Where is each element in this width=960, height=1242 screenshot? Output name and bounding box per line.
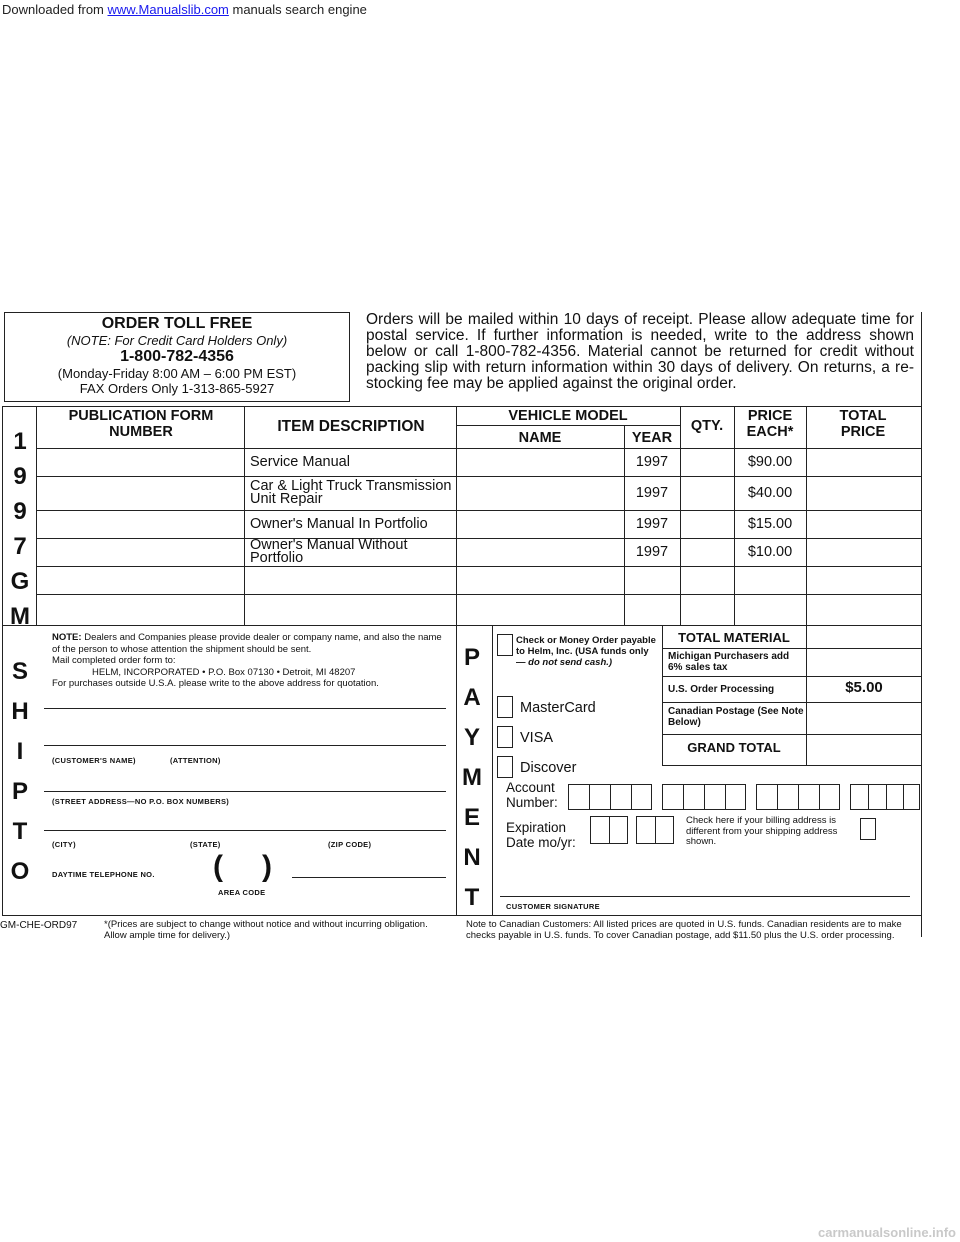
year-letter: G: [10, 568, 30, 595]
signature-line[interactable]: [500, 896, 910, 897]
table-top-line: [2, 406, 922, 407]
city-state-zip-line[interactable]: [44, 830, 446, 831]
year-cell: 1997: [635, 543, 669, 560]
item-cell: Car & Light Truck Transmission Unit Repair: [250, 478, 452, 507]
form-code: GM-CHE-ORD97: [0, 920, 78, 931]
pub-form-cell[interactable]: [38, 448, 244, 476]
grand-total-label: GRAND TOTAL: [687, 740, 781, 755]
area-code-close-paren: ): [262, 850, 272, 883]
vehicle-name-header: NAME: [518, 430, 562, 446]
watermark-top: [2, 2, 367, 17]
item-cell: Service Manual: [250, 453, 350, 470]
ship-to-letter: S: [11, 658, 28, 685]
michigan-tax-label: Michigan Purchasers add 6% sales tax: [668, 651, 790, 673]
qty-cell[interactable]: [680, 594, 734, 625]
total-cell[interactable]: [806, 594, 922, 625]
total-price-header: TOTAL PRICE: [839, 408, 887, 440]
expiration-year-box[interactable]: [636, 816, 674, 844]
payment-letter: E: [463, 804, 480, 831]
ship-to-letter: T: [12, 818, 28, 845]
ship-to-letter: H: [11, 698, 29, 725]
year-letter: 1: [13, 428, 27, 455]
customer-signature-label: CUSTOMER SIGNATURE: [506, 902, 600, 911]
qty-cell[interactable]: [680, 566, 734, 594]
area-code-open-paren: (: [213, 850, 223, 883]
price-cell: [734, 566, 806, 594]
credit-card-note: (NOTE: For Credit Card Holders Only): [66, 333, 288, 348]
year-letter: 9: [13, 463, 27, 490]
year-letter: 7: [13, 533, 27, 560]
item-cell: [250, 594, 456, 625]
price-cell: $90.00: [747, 453, 793, 470]
area-code-label: AREA CODE: [218, 888, 266, 897]
price-cell: [734, 594, 806, 625]
outside-usa-text: For purchases outside U.S.A. please write to the above address for quotation.: [52, 678, 379, 689]
year-cell: [624, 594, 680, 625]
ship-top-line: [2, 625, 922, 626]
attention-line[interactable]: [44, 745, 446, 746]
vehicle-name-cell[interactable]: [458, 566, 624, 594]
year-cell: [624, 566, 680, 594]
no-cash-text: do not send cash.): [528, 657, 613, 668]
vehicle-subheader-line: [456, 425, 680, 426]
mail-to-text: Mail completed order form to:: [52, 655, 176, 666]
helm-address: HELM, INCORPORATED • P.O. Box 07130 • Detroit, MI 48207: [92, 666, 356, 678]
ship-note-text: Dealers and Companies please provide dealer or company name, and also the name of the person to whose attention the shipment should be sent.: [52, 632, 442, 655]
payment-left-line: [492, 625, 493, 915]
payment-letter: P: [463, 644, 480, 671]
billing-address-text: Check here if your billing address is different from your shipping address shown.: [686, 815, 838, 847]
street-address-line[interactable]: [44, 791, 446, 792]
mastercard-label: MasterCard: [520, 700, 596, 716]
account-group-1[interactable]: [568, 784, 652, 810]
year-cell: 1997: [635, 515, 669, 532]
city-label: (CITY): [52, 840, 76, 849]
account-group-3[interactable]: [756, 784, 840, 810]
ship-note-block: [52, 632, 450, 690]
us-processing-value: $5.00: [845, 679, 883, 696]
vehicle-name-cell[interactable]: [458, 594, 624, 625]
ship-to-letter: I: [16, 738, 24, 765]
customer-name-line[interactable]: [44, 708, 446, 709]
payment-letter: N: [463, 844, 481, 871]
toll-free-phone: 1-800-782-4356: [120, 348, 234, 365]
ship-payment-divider: [456, 625, 457, 915]
account-group-2[interactable]: [662, 784, 746, 810]
visa-checkbox[interactable]: [497, 726, 513, 748]
vehicle-model-header: VEHICLE MODEL: [508, 408, 628, 424]
total-cell[interactable]: [806, 448, 922, 476]
order-toll-free-title: ORDER TOLL FREE: [101, 315, 253, 332]
attention-label: (ATTENTION): [170, 756, 221, 765]
item-description-header: ITEM DESCRIPTION: [277, 418, 425, 435]
totals-row-line: [662, 676, 922, 677]
watermark-suffix: manuals search engine: [228, 2, 367, 17]
total-cell[interactable]: [806, 566, 922, 594]
billing-address-checkbox[interactable]: [860, 818, 876, 840]
price-cell: $10.00: [747, 543, 793, 560]
watermark-prefix: Downloaded from: [2, 2, 108, 17]
item-cell: Owner's Manual Without Portfolio: [250, 537, 408, 566]
zip-label: (ZIP CODE): [328, 840, 372, 849]
discover-label: Discover: [520, 760, 577, 776]
canadian-postage-label: Canadian Postage (See Note Below): [668, 706, 804, 728]
expiration-label: Expiration Date mo/yr:: [506, 820, 576, 850]
totals-row-line: [662, 734, 922, 735]
payment-letter: M: [462, 764, 482, 791]
vehicle-name-cell[interactable]: [458, 510, 624, 538]
vehicle-name-cell[interactable]: [458, 448, 624, 476]
qty-cell[interactable]: [680, 510, 734, 538]
pub-form-header: PUBLICATION FORM NUMBER: [68, 408, 214, 440]
watermark-bottom: carmanualsonline.info: [818, 1225, 956, 1240]
form-bottom-line: [2, 915, 922, 916]
street-address-label: (STREET ADDRESS—NO P.O. BOX NUMBERS): [52, 797, 230, 806]
totals-row-line: [662, 702, 922, 703]
vehicle-name-cell[interactable]: [458, 476, 624, 510]
visa-label: VISA: [520, 730, 554, 746]
us-processing-label: U.S. Order Processing: [668, 684, 775, 695]
total-cell[interactable]: [806, 538, 922, 566]
ship-to-letter: P: [11, 778, 28, 805]
price-cell: $40.00: [747, 484, 793, 501]
year-cell: 1997: [635, 453, 669, 470]
expiration-month-box[interactable]: [590, 816, 628, 844]
price-cell: $15.00: [747, 515, 793, 532]
qty-cell[interactable]: [680, 448, 734, 476]
prices-note: *(Prices are subject to change without notice and without incurring obligation. Allow ample time for delivery.): [104, 919, 428, 941]
pub-form-cell[interactable]: [38, 538, 244, 566]
pub-form-cell[interactable]: [38, 476, 244, 510]
check-money-order-checkbox[interactable]: [497, 634, 513, 656]
state-label: (STATE): [190, 840, 221, 849]
order-notice: Orders will be mailed within 10 days of receipt. Please allow adequate time for postal service. If further information is needed, write to the address shown below or call 1-800-782-4356. Material cannot be returned for credit without packing slip with return information within 30 days of delivery. On returns, a re-stocking fee may be applied against the original order.: [366, 311, 914, 392]
price-each-header: PRICE EACH*: [746, 408, 794, 440]
payment-letter: Y: [463, 724, 480, 751]
total-material-label: TOTAL MATERIAL: [678, 630, 790, 645]
qty-cell[interactable]: [680, 476, 734, 510]
fax-text: FAX Orders Only 1-313-865-5927: [79, 381, 275, 396]
form-left-edge: [2, 406, 3, 626]
payment-letter: A: [463, 684, 481, 711]
customer-name-label: (CUSTOMER'S NAME): [52, 756, 136, 765]
ship-left-edge: [2, 625, 3, 915]
check-money-order-text: [516, 635, 656, 668]
order-form: [0, 300, 960, 941]
vehicle-name-cell[interactable]: [458, 538, 624, 566]
manualslib-link[interactable]: www.Manualslib.com: [107, 2, 229, 17]
ship-to-letter: O: [10, 858, 30, 885]
pub-form-cell[interactable]: [38, 510, 244, 538]
year-letter: 9: [13, 498, 27, 525]
order-toll-free-box: [4, 312, 350, 402]
totals-row-line: [662, 648, 922, 649]
check-text: Check or Money Order payable to Helm, Inc. (USA funds only —: [516, 635, 656, 668]
account-number-label: Account Number:: [506, 780, 558, 810]
year-letter: M: [10, 603, 30, 630]
pub-form-cell[interactable]: [38, 594, 244, 625]
totals-bottom-line: [662, 765, 922, 766]
discover-checkbox[interactable]: [497, 756, 513, 778]
phone-number-line[interactable]: [292, 877, 446, 878]
hours-text: (Monday-Friday 8:00 AM – 6:00 PM EST): [57, 366, 297, 381]
phone-label: DAYTIME TELEPHONE NO.: [52, 870, 155, 879]
col-line: [36, 406, 37, 625]
item-cell: [250, 566, 456, 594]
payment-letter: T: [464, 884, 480, 911]
col-line: [244, 406, 245, 625]
year-cell: 1997: [635, 484, 669, 501]
account-group-4[interactable]: [850, 784, 920, 810]
pub-form-cell[interactable]: [38, 566, 244, 594]
mastercard-checkbox[interactable]: [497, 696, 513, 718]
total-cell[interactable]: [806, 510, 922, 538]
canadian-note: Note to Canadian Customers: All listed prices are quoted in U.S. funds. Canadian residents are to make checks payable in U.S. funds. To cover Canadian postage, add $11.50 plus the U.S. order processing.: [466, 919, 902, 941]
qty-header: QTY.: [690, 418, 724, 434]
total-cell[interactable]: [806, 476, 922, 510]
vehicle-year-header: YEAR: [631, 430, 673, 446]
qty-cell[interactable]: [680, 538, 734, 566]
ship-note-label: NOTE:: [52, 632, 82, 643]
item-cell: Owner's Manual In Portfolio: [250, 515, 428, 532]
